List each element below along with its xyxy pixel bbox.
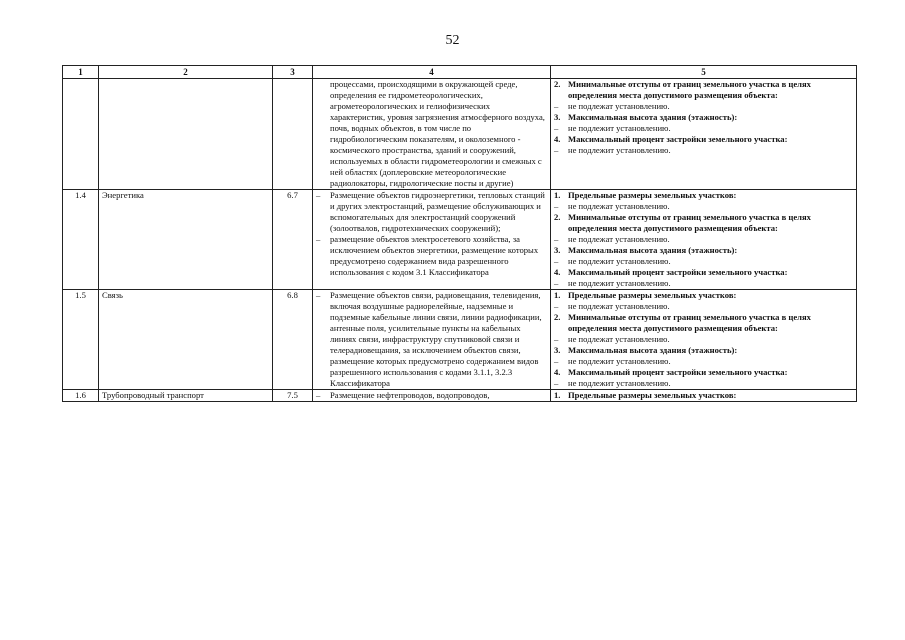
- use-name: Связь: [99, 290, 273, 390]
- bullet-dash: –: [316, 190, 321, 200]
- zoning-table: [62, 65, 857, 402]
- parameter-number: 1.: [554, 390, 561, 400]
- bullet-dash: –: [554, 145, 559, 155]
- parameter-heading: [554, 312, 853, 334]
- parameter-value: [554, 334, 853, 345]
- parameter-value: [554, 145, 853, 156]
- description-item: [316, 290, 547, 389]
- parameter-value: [554, 356, 853, 367]
- parameter-title: Максимальная высота здания (этажность):: [568, 112, 738, 122]
- description-item: [316, 234, 547, 278]
- parameter-heading: [554, 212, 853, 234]
- bullet-dash: –: [554, 123, 559, 133]
- parameter-title: Предельные размеры земельных участков:: [568, 290, 737, 300]
- bullet-dash: –: [554, 301, 559, 311]
- use-name: [99, 79, 273, 190]
- parameter-heading: [554, 245, 853, 256]
- description-item: [316, 390, 547, 401]
- bullet-dash: –: [554, 256, 559, 266]
- description-item: [316, 190, 547, 234]
- row-number: 1.4: [63, 190, 99, 290]
- use-description: [313, 190, 551, 290]
- use-code: 6.7: [273, 190, 313, 290]
- bullet-dash: –: [554, 234, 559, 244]
- bullet-dash: –: [316, 290, 321, 300]
- parameters: [551, 290, 857, 390]
- description-text: Размещение объектов связи, радиовещания, телевидения, включая воздушные радиорелейные, надземные и подземные кабельные линии связи, линии радиофикации, антенные поля, усилительные пункты на кабельных линиях связи, инфраструктуру спутниковой связи и телерадиовещания, за исключением объектов связи, размещение которых предусмотрено содержанием видов разрешенного использования с кодами 3.1.1, 3.2.3 Классификатора: [330, 290, 542, 388]
- page-number: 52: [445, 33, 460, 48]
- description-text: Размещение объектов гидроэнергетики, тепловых станций и других электростанций, размещение обслуживающих и вспомогательных для электростанций сооружений (золоотвалов, гидротехнических сооружений);: [330, 190, 545, 233]
- parameter-value: [554, 201, 853, 212]
- parameter-value: [554, 256, 853, 267]
- description-text: размещение объектов электросетевого хозяйства, за исключением объектов энергетики, размещение которых предусмотрено содержанием вида разрешенного использования с кодом 3.1 Классификатора: [330, 234, 539, 277]
- parameter-heading: [554, 190, 853, 201]
- parameters: [551, 79, 857, 190]
- parameter-number: 3.: [554, 112, 561, 122]
- parameter-value-text: не подлежат установлению.: [568, 101, 670, 111]
- parameter-number: 3.: [554, 245, 561, 255]
- parameter-value: [554, 378, 853, 389]
- parameter-value: [554, 278, 853, 289]
- parameter-title: Максимальный процент застройки земельного участка:: [568, 134, 788, 144]
- parameter-title: Максимальный процент застройки земельного участка:: [568, 367, 788, 377]
- parameter-heading: [554, 367, 853, 378]
- parameter-heading: [554, 112, 853, 123]
- bullet-dash: –: [554, 378, 559, 388]
- parameter-number: 1.: [554, 190, 561, 200]
- row-number: [63, 79, 99, 190]
- row-number: 1.5: [63, 290, 99, 390]
- parameter-number: 2.: [554, 212, 561, 222]
- description-text: процессами, происходящими в окружающей среде, определения ее гидрометеорологических, агрометеорологических и гелиофизических характеристик, уровня загрязнения атмосферного воздуха, почв, водных объектов, в том числе по гидробиологическим показателям, и околоземного - космического пространства, зданий и сооружений, используемых в области гидрометеорологии и смежных с ней областях (доплеровские метеорологические радиолокаторы, гидрологические посты и другие): [330, 79, 545, 188]
- table-row: [63, 190, 857, 290]
- bullet-dash: –: [554, 201, 559, 211]
- description-item: [316, 79, 547, 189]
- bullet-dash: –: [554, 334, 559, 344]
- header-row: [63, 66, 857, 79]
- parameter-number: 1.: [554, 290, 561, 300]
- parameter-heading: [554, 290, 853, 301]
- bullet-dash: –: [316, 234, 321, 244]
- use-code: [273, 79, 313, 190]
- parameter-title: Максимальная высота здания (этажность):: [568, 245, 738, 255]
- table-row: [63, 390, 857, 402]
- bullet-dash: –: [316, 390, 321, 400]
- parameter-value: [554, 234, 853, 245]
- table-row: [63, 290, 857, 390]
- parameter-heading: [554, 267, 853, 278]
- parameter-heading: [554, 79, 853, 101]
- header-col-5: 5: [551, 66, 857, 79]
- use-name: Энергетика: [99, 190, 273, 290]
- parameter-title: Максимальная высота здания (этажность):: [568, 345, 738, 355]
- use-description: [313, 390, 551, 402]
- parameters: [551, 190, 857, 290]
- parameter-value-text: не подлежит установлению.: [568, 256, 671, 266]
- header-col-2: 2: [99, 66, 273, 79]
- bullet-dash: –: [554, 278, 559, 288]
- parameters: [551, 390, 857, 402]
- use-description: [313, 290, 551, 390]
- parameter-heading: [554, 345, 853, 356]
- table-row: [63, 79, 857, 190]
- use-code: 7.5: [273, 390, 313, 402]
- parameter-value-text: не подлежит установлению.: [568, 356, 671, 366]
- header-col-3: 3: [273, 66, 313, 79]
- parameter-number: 4.: [554, 267, 561, 277]
- use-name: Трубопроводный транспорт: [99, 390, 273, 402]
- parameter-value-text: не подлежит установлению.: [568, 145, 671, 155]
- header-col-4: 4: [313, 66, 551, 79]
- parameter-value: [554, 123, 853, 134]
- parameter-title: Минимальные отступы от границ земельного участка в целях определения места допустимого размещения объекта:: [568, 312, 811, 333]
- parameter-value-text: не подлежат установлению.: [568, 201, 670, 211]
- parameter-value: [554, 101, 853, 112]
- parameter-heading: [554, 134, 853, 145]
- parameter-value-text: не подлежат установлению.: [568, 301, 670, 311]
- row-number: 1.6: [63, 390, 99, 402]
- parameter-value: [554, 301, 853, 312]
- parameter-number: 4.: [554, 134, 561, 144]
- parameter-title: Минимальные отступы от границ земельного участка в целях определения места допустимого размещения объекта:: [568, 79, 811, 100]
- parameter-title: Предельные размеры земельных участков:: [568, 390, 737, 400]
- parameter-number: 2.: [554, 79, 561, 89]
- parameter-number: 4.: [554, 367, 561, 377]
- parameter-heading: [554, 390, 853, 401]
- use-description: [313, 79, 551, 190]
- parameter-title: Предельные размеры земельных участков:: [568, 190, 737, 200]
- use-code: 6.8: [273, 290, 313, 390]
- parameter-value-text: не подлежат установлению.: [568, 334, 670, 344]
- description-text: Размещение нефтепроводов, водопроводов,: [330, 390, 490, 400]
- parameter-number: 2.: [554, 312, 561, 322]
- parameter-title: Максимальный процент застройки земельного участка:: [568, 267, 788, 277]
- header-col-1: 1: [63, 66, 99, 79]
- table-body: [63, 79, 857, 402]
- parameter-title: Минимальные отступы от границ земельного участка в целях определения места допустимого размещения объекта:: [568, 212, 811, 233]
- bullet-dash: –: [554, 356, 559, 366]
- bullet-dash: [316, 79, 330, 189]
- parameter-value-text: не подлежит установлению.: [568, 378, 671, 388]
- parameter-value-text: не подлежит установлению.: [568, 278, 671, 288]
- parameter-number: 3.: [554, 345, 561, 355]
- bullet-dash: –: [554, 101, 559, 111]
- parameter-value-text: не подлежат установлению.: [568, 234, 670, 244]
- parameter-value-text: не подлежит установлению.: [568, 123, 671, 133]
